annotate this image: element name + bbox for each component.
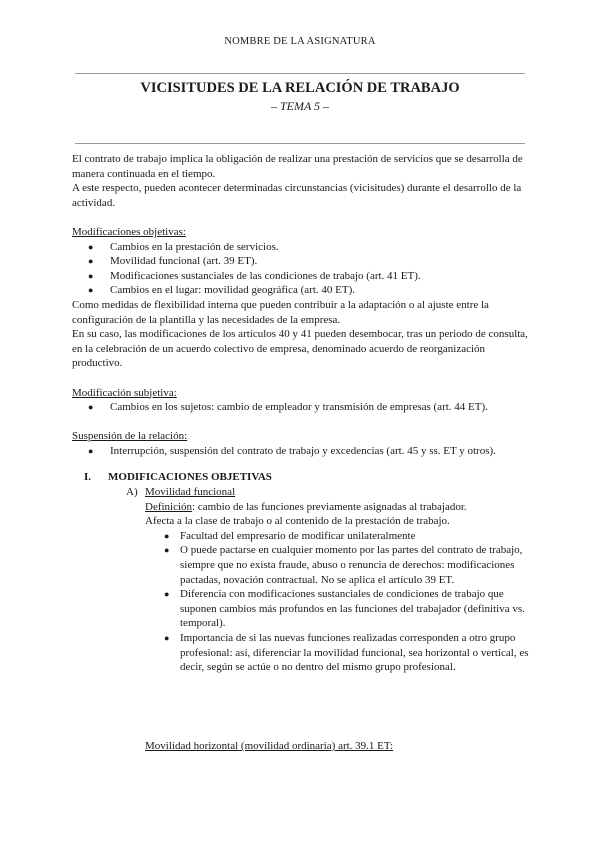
list-item: ● Facultad del empresario de modificar unilateralmente bbox=[72, 529, 532, 544]
page-title: VICISITUDES DE LA RELACIÓN DE TRABAJO bbox=[140, 80, 460, 96]
subsection-heading bbox=[72, 485, 532, 500]
subsection-title: Movilidad funcional bbox=[145, 486, 236, 499]
section-title: MODIFICACIONES OBJETIVAS bbox=[108, 471, 272, 484]
intro-paragraph-2: A este respecto, pueden acontecer determinadas circunstancias (vicisitudes) durante el desarrollo de la actividad. bbox=[72, 182, 522, 209]
agreement-paragraph: En su caso, las modificaciones de los artículos 40 y 41 pueden desembocar, tras un periodo de consulta, en la celebración de un acuerdo colectivo de empresa, denominado acuerdo de reorganización productivo. bbox=[72, 328, 528, 370]
horizontal-mobility-heading: Movilidad horizontal (movilidad ordinaria) art. 39.1 ET: bbox=[145, 740, 394, 752]
document-body bbox=[72, 152, 532, 675]
suspension-list bbox=[72, 444, 532, 459]
bottom-divider bbox=[75, 143, 525, 144]
subjective-heading: Modificación subjetiva: bbox=[72, 386, 177, 399]
list-item: ● Modificaciones sustanciales de las condiciones de trabajo (art. 41 ET). bbox=[72, 269, 532, 284]
section-number: I. bbox=[84, 471, 92, 484]
section-heading bbox=[72, 470, 532, 485]
list-item: ● Cambios en la prestación de servicios. bbox=[72, 240, 532, 255]
subjective-list bbox=[72, 400, 532, 415]
objective-list bbox=[72, 240, 532, 298]
definition-label: Definición bbox=[145, 500, 193, 513]
intro-paragraph-1: El contrato de trabajo implica la obligación de realizar una prestación de servicios que se desarrolla de manera continuada en el tiempo. bbox=[72, 153, 523, 180]
list-item: ● Cambios en los sujetos: cambio de empleador y transmisión de empresas (art. 44 ET). bbox=[72, 400, 532, 415]
flexibility-paragraph: Como medidas de flexibilidad interna que pueden contribuir a la adaptación o al ajuste entre la configuración de la plantilla y las necesidades de la empresa. bbox=[72, 298, 489, 326]
list-item: ● Interrupción, suspensión del contrato de trabajo y excedencias (art. 45 y ss. ET y otros). bbox=[72, 444, 532, 459]
functional-mobility-list bbox=[72, 529, 532, 675]
list-item: ● Cambios en el lugar: movilidad geográfica (art. 40 ET). bbox=[72, 283, 532, 298]
subject-name: NOMBRE DE LA ASIGNATURA bbox=[224, 36, 376, 47]
top-divider bbox=[75, 73, 525, 74]
definition-line bbox=[72, 500, 532, 515]
list-item: ● O puede pactarse en cualquier momento por las partes del contrato de trabajo, siempre que no exista fraude, abuso o renuncia de derechos: modificaciones pactadas, novación contractual. No se aplica el artículo 39 ET. bbox=[72, 543, 532, 587]
topic-label: – TEMA 5 – bbox=[270, 99, 330, 113]
list-item: ● Importancia de si las nuevas funciones realizadas corresponden a otro grupo profesional: así, diferenciar la movilidad funcional, sea horizontal o vertical, es decir, según se actúe o no dentro del mismo grupo profesional. bbox=[72, 631, 532, 675]
objective-heading: Modificaciones objetivas: bbox=[72, 225, 186, 238]
list-item: ● Diferencia con modificaciones sustanciales de condiciones de trabajo que suponen cambios más profundos en las funciones del trabajador (definitiva vs. temporal). bbox=[72, 587, 532, 631]
scope-line: Afecta a la clase de trabajo o al contenido de la prestación de trabajo. bbox=[145, 515, 450, 528]
subsection-letter: A) bbox=[126, 486, 138, 499]
list-item: ● Movilidad funcional (art. 39 ET). bbox=[72, 254, 532, 269]
definition-text: : cambio de las funciones previamente asignadas al trabajador. bbox=[192, 500, 467, 513]
suspension-heading: Suspensión de la relación: bbox=[72, 430, 188, 443]
